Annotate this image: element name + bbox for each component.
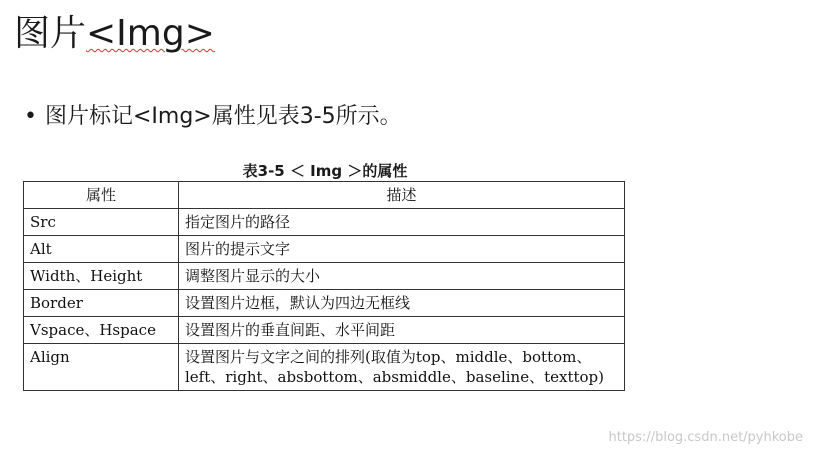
desc-cell: 设置图片与文字之间的排列(取值为top、middle、bottom、left、right、absbottom、absmiddle、baseline、texttop) (179, 344, 625, 391)
attr-cell: Vspace、Hspace (24, 317, 179, 344)
attribute-table (23, 181, 625, 391)
table-row (24, 236, 625, 263)
attr-cell: Align (24, 344, 179, 391)
table-row (24, 317, 625, 344)
table-header-row (24, 182, 625, 209)
table-row (24, 290, 625, 317)
desc-cell: 调整图片显示的大小 (179, 263, 625, 290)
bullet-dot: • (24, 104, 37, 129)
desc-cell: 设置图片边框，默认为四边无框线 (179, 290, 625, 317)
desc-cell: 图片的提示文字 (179, 236, 625, 263)
table-caption: 表3-5 ＜ Img ＞的属性 (242, 162, 408, 180)
title-prefix: 图片 (14, 13, 87, 54)
header-attribute: 属性 (24, 182, 179, 209)
page-title (14, 8, 215, 60)
bullet-text: 图片标记<Img>属性见表3-5所示。 (44, 104, 402, 129)
attr-cell: Src (24, 209, 179, 236)
desc-cell: 设置图片的垂直间距、水平间距 (179, 317, 625, 344)
attr-cell: Width、Height (24, 263, 179, 290)
desc-cell: 指定图片的路径 (179, 209, 625, 236)
bullet-point (24, 100, 402, 134)
table-row (24, 344, 625, 391)
table-row (24, 263, 625, 290)
header-description: 描述 (179, 182, 625, 209)
attr-cell: Alt (24, 236, 179, 263)
attr-cell: Border (24, 290, 179, 317)
title-tag: <Img> (86, 13, 215, 54)
watermark: https://blog.csdn.net/pyhkobe (608, 430, 803, 445)
table-row (24, 209, 625, 236)
